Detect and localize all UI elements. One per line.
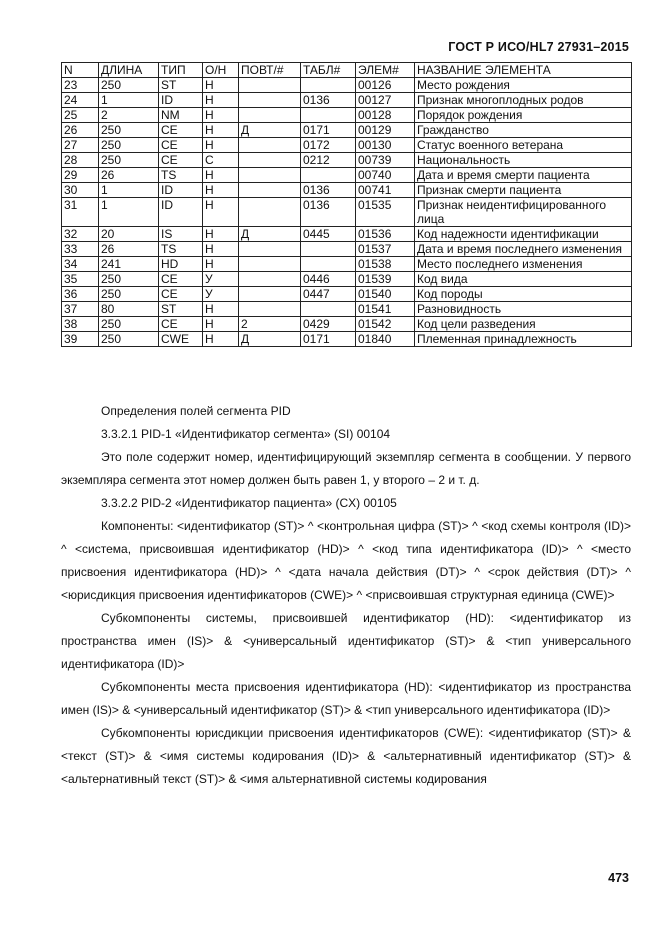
- cell-n: 33: [62, 242, 99, 257]
- table-row: [62, 227, 632, 242]
- cell-name: Признак смерти пациента: [415, 183, 632, 198]
- cell-table: 0171: [301, 123, 356, 138]
- table-row: [62, 332, 632, 347]
- cell-n: 31: [62, 198, 99, 227]
- cell-name: Код цели разведения: [415, 317, 632, 332]
- column-header-name: НАЗВАНИЕ ЭЛЕМЕНТА: [415, 63, 632, 78]
- cell-table: 0136: [301, 198, 356, 227]
- cell-n: 29: [62, 168, 99, 183]
- cell-req: Н: [203, 257, 239, 272]
- cell-n: 25: [62, 108, 99, 123]
- cell-table: [301, 108, 356, 123]
- cell-name: Разновидность: [415, 302, 632, 317]
- cell-element: 01541: [356, 302, 415, 317]
- cell-req: Н: [203, 227, 239, 242]
- cell-table: 0447: [301, 287, 356, 302]
- cell-repeat: [239, 138, 301, 153]
- table-row: [62, 78, 632, 93]
- cell-length: 1: [99, 93, 159, 108]
- cell-length: 250: [99, 153, 159, 168]
- cell-type: NM: [159, 108, 203, 123]
- column-header-type: ТИП: [159, 63, 203, 78]
- cell-n: 32: [62, 227, 99, 242]
- paragraph-segment-definitions: Определения полей сегмента PID: [101, 404, 291, 418]
- paragraph-pid1-heading: 3.3.2.1 PID-1 «Идентификатор сегмента» (SI) 00104: [101, 427, 391, 441]
- cell-name: Признак неидентифицированного лица: [415, 198, 632, 227]
- cell-length: 250: [99, 272, 159, 287]
- cell-type: ID: [159, 93, 203, 108]
- cell-name: Национальность: [415, 153, 632, 168]
- cell-req: Н: [203, 183, 239, 198]
- cell-table: 0136: [301, 93, 356, 108]
- table-row: [62, 138, 632, 153]
- table-row: [62, 183, 632, 198]
- cell-table: [301, 78, 356, 93]
- paragraph-place-subcomponents: Субкомпоненты места присвоения идентификатора (HD): <идентификатор из пространства имен (IS)> & <универсальный идентификатор (ST)> & <тип универсального идентификатора (ID)>: [61, 680, 631, 717]
- cell-type: ST: [159, 302, 203, 317]
- cell-repeat: Д: [239, 332, 301, 347]
- cell-n: 36: [62, 287, 99, 302]
- cell-repeat: [239, 272, 301, 287]
- cell-length: 26: [99, 168, 159, 183]
- cell-n: 34: [62, 257, 99, 272]
- cell-repeat: [239, 287, 301, 302]
- cell-n: 35: [62, 272, 99, 287]
- cell-type: CE: [159, 317, 203, 332]
- cell-type: ID: [159, 198, 203, 227]
- cell-repeat: Д: [239, 227, 301, 242]
- cell-element: 00741: [356, 183, 415, 198]
- cell-name: Место рождения: [415, 78, 632, 93]
- cell-repeat: [239, 183, 301, 198]
- cell-type: CE: [159, 138, 203, 153]
- cell-req: Н: [203, 302, 239, 317]
- cell-length: 250: [99, 332, 159, 347]
- table-row: [62, 272, 632, 287]
- cell-element: 00128: [356, 108, 415, 123]
- table-header-row: [62, 63, 632, 78]
- cell-n: 27: [62, 138, 99, 153]
- paragraph-pid2-heading: 3.3.2.2 PID-2 «Идентификатор пациента» (CX) 00105: [101, 496, 397, 510]
- column-header-n: N: [62, 63, 99, 78]
- cell-name: Место последнего изменения: [415, 257, 632, 272]
- cell-req: Н: [203, 93, 239, 108]
- cell-table: [301, 242, 356, 257]
- cell-n: 23: [62, 78, 99, 93]
- cell-length: 80: [99, 302, 159, 317]
- table-row: [62, 198, 632, 227]
- document-header: ГОСТ Р ИСО/HL7 27931–2015: [448, 40, 629, 54]
- cell-element: 01542: [356, 317, 415, 332]
- cell-repeat: [239, 78, 301, 93]
- cell-element: 01537: [356, 242, 415, 257]
- table-row: [62, 317, 632, 332]
- table-row: [62, 302, 632, 317]
- column-header-table: ТАБЛ#: [301, 63, 356, 78]
- cell-req: Н: [203, 317, 239, 332]
- cell-req: Н: [203, 332, 239, 347]
- cell-n: 37: [62, 302, 99, 317]
- cell-type: ID: [159, 183, 203, 198]
- cell-repeat: [239, 93, 301, 108]
- cell-req: С: [203, 153, 239, 168]
- cell-length: 250: [99, 287, 159, 302]
- column-header-req: О/Н: [203, 63, 239, 78]
- cell-table: 0212: [301, 153, 356, 168]
- cell-element: 00129: [356, 123, 415, 138]
- cell-element: 00739: [356, 153, 415, 168]
- cell-repeat: 2: [239, 317, 301, 332]
- cell-name: Дата и время последнего изменения: [415, 242, 632, 257]
- cell-table: 0136: [301, 183, 356, 198]
- paragraph-hd-subcomponents: Субкомпоненты системы, присвоившей идентификатор (HD): <идентификатор из пространства имен (IS)> & <универсальный идентификатор (ST)> & <тип универсального идентификатора (ID)>: [61, 611, 631, 671]
- cell-table: 0429: [301, 317, 356, 332]
- cell-length: 20: [99, 227, 159, 242]
- cell-type: HD: [159, 257, 203, 272]
- cell-type: ST: [159, 78, 203, 93]
- cell-element: 00740: [356, 168, 415, 183]
- cell-req: Н: [203, 168, 239, 183]
- cell-element: 01536: [356, 227, 415, 242]
- cell-req: Н: [203, 242, 239, 257]
- cell-n: 39: [62, 332, 99, 347]
- cell-table: 0445: [301, 227, 356, 242]
- cell-length: 1: [99, 183, 159, 198]
- cell-name: Гражданство: [415, 123, 632, 138]
- cell-name: Признак многоплодных родов: [415, 93, 632, 108]
- cell-type: CE: [159, 153, 203, 168]
- column-header-element: ЭЛЕМ#: [356, 63, 415, 78]
- cell-element: 01540: [356, 287, 415, 302]
- table-row: [62, 108, 632, 123]
- cell-element: 01840: [356, 332, 415, 347]
- cell-repeat: [239, 198, 301, 227]
- cell-length: 2: [99, 108, 159, 123]
- cell-repeat: [239, 168, 301, 183]
- cell-element: 01539: [356, 272, 415, 287]
- column-header-length: ДЛИНА: [99, 63, 159, 78]
- cell-req: Н: [203, 123, 239, 138]
- table-row: [62, 257, 632, 272]
- cell-type: TS: [159, 242, 203, 257]
- cell-name: Дата и время смерти пациента: [415, 168, 632, 183]
- cell-type: CE: [159, 123, 203, 138]
- cell-type: TS: [159, 168, 203, 183]
- cell-length: 250: [99, 123, 159, 138]
- section-text: [61, 400, 631, 791]
- cell-req: Н: [203, 78, 239, 93]
- cell-name: Статус военного ветерана: [415, 138, 632, 153]
- cell-table: [301, 302, 356, 317]
- cell-name: Код надежности идентификации: [415, 227, 632, 242]
- column-header-repeat: ПОВТ/#: [239, 63, 301, 78]
- cell-element: 00126: [356, 78, 415, 93]
- cell-table: [301, 168, 356, 183]
- cell-table: 0446: [301, 272, 356, 287]
- cell-name: Код вида: [415, 272, 632, 287]
- cell-name: Племенная принадлежность: [415, 332, 632, 347]
- table-row: [62, 93, 632, 108]
- cell-type: CE: [159, 287, 203, 302]
- page-number: 473: [608, 871, 629, 885]
- cell-length: 250: [99, 317, 159, 332]
- cell-req: У: [203, 287, 239, 302]
- cell-repeat: [239, 242, 301, 257]
- paragraph-pid1-description: Это поле содержит номер, идентифицирующий экземпляр сегмента в сообщении. У первого экземпляра сегмента этот номер должен быть равен 1, у второго – 2 и т. д.: [61, 450, 631, 487]
- cell-length: 250: [99, 78, 159, 93]
- cell-table: 0171: [301, 332, 356, 347]
- cell-n: 28: [62, 153, 99, 168]
- cell-n: 30: [62, 183, 99, 198]
- cell-req: Н: [203, 108, 239, 123]
- cell-req: У: [203, 272, 239, 287]
- cell-element: 00130: [356, 138, 415, 153]
- cell-type: CWE: [159, 332, 203, 347]
- paragraph-cwe-subcomponents: Субкомпоненты юрисдикции присвоения идентификаторов (CWE): <идентификатор (ST)> & <текст (ST)> & <имя системы кодирования (ID)> & <альтернативный идентификатор (ST)> & <альтернативный текст (ST)> & <имя альтернативной системы кодирования: [61, 726, 631, 786]
- table-row: [62, 123, 632, 138]
- table-row: [62, 287, 632, 302]
- table-row: [62, 153, 632, 168]
- cell-length: 241: [99, 257, 159, 272]
- cell-element: 00127: [356, 93, 415, 108]
- cell-req: Н: [203, 138, 239, 153]
- table-body: [62, 78, 632, 347]
- segment-fields-table: [61, 62, 632, 347]
- cell-table: [301, 257, 356, 272]
- cell-type: CE: [159, 272, 203, 287]
- cell-table: 0172: [301, 138, 356, 153]
- cell-repeat: Д: [239, 123, 301, 138]
- cell-n: 38: [62, 317, 99, 332]
- cell-length: 1: [99, 198, 159, 227]
- cell-n: 26: [62, 123, 99, 138]
- cell-repeat: [239, 257, 301, 272]
- cell-name: Порядок рождения: [415, 108, 632, 123]
- cell-repeat: [239, 108, 301, 123]
- cell-req: Н: [203, 198, 239, 227]
- table-row: [62, 168, 632, 183]
- cell-n: 24: [62, 93, 99, 108]
- cell-type: IS: [159, 227, 203, 242]
- cell-repeat: [239, 153, 301, 168]
- cell-repeat: [239, 302, 301, 317]
- cell-element: 01538: [356, 257, 415, 272]
- cell-element: 01535: [356, 198, 415, 227]
- paragraph-pid2-components: Компоненты: <идентификатор (ST)> ^ <контрольная цифра (ST)> ^ <код схемы контроля (ID)> ^ <система, присвоившая идентификатор (HD)> ^ <код типа идентификатора (ID)> ^ <место присвоения идентификатора (HD)> ^ <дата начала действия (DT)> ^ <срок действия (DT)> ^ <юрисдикция присвоения идентификаторов (CWE)> ^ <присвоившая структурная единица (CWE)>: [61, 519, 631, 602]
- cell-length: 250: [99, 138, 159, 153]
- table-row: [62, 242, 632, 257]
- cell-length: 26: [99, 242, 159, 257]
- cell-name: Код породы: [415, 287, 632, 302]
